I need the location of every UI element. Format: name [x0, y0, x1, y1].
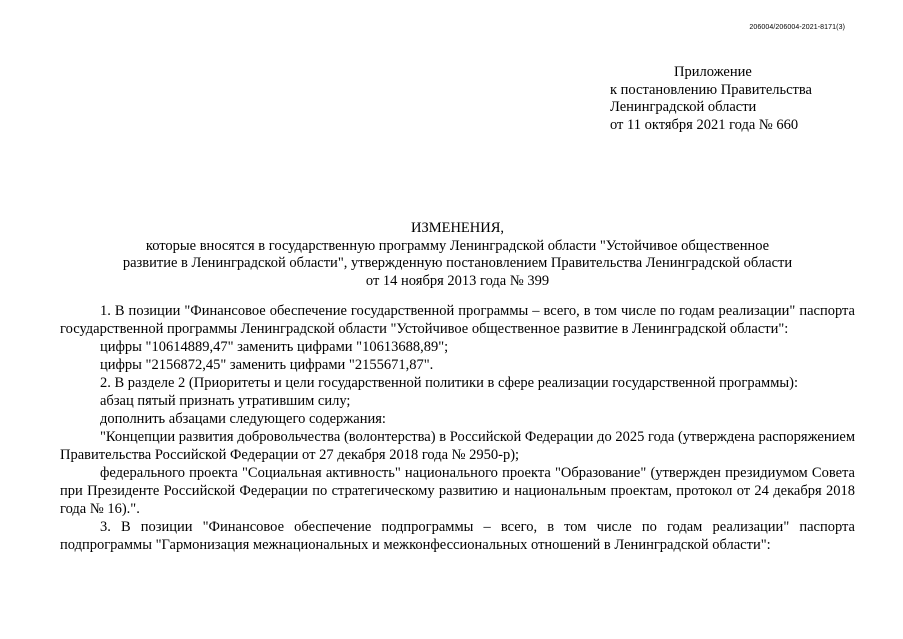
title-line-3: от 14 ноября 2013 года № 399 [365, 272, 550, 289]
paragraph-2: 2. В разделе 2 (Приоритеты и цели государственной политики в сфере реализации государственной программы): [100, 375, 799, 391]
paragraph-2-quote-1: "Концепции развития добровольчества (волонтерства) в Российской Федерации до 2025 года (утверждена распоряжением Правительства Российской Федерации от 27 декабря 2018 года № 2950-р); [60, 429, 855, 463]
paragraph-2-item-a: абзац пятый признать утратившим силу; [100, 393, 351, 409]
appendix-line-3: Ленинградской области [610, 99, 757, 115]
title-heading: ИЗМЕНЕНИЯ, [410, 220, 505, 236]
paragraph-1: 1. В позиции "Финансовое обеспечение государственной программы – всего, в том числе по годам реализации" паспорта государственной программы Ленинградской области "Устойчивое общественное развитие в Ленинградской области": [60, 303, 855, 337]
document-title [60, 220, 855, 290]
title-line-1: которые вносятся в государственную программу Ленинградской области "Устойчивое общественное [145, 237, 770, 254]
appendix-line-2: к постановлению Правительства [610, 81, 812, 98]
document-id: 206004/206004-2021-8171(3) [749, 24, 845, 31]
paragraph-2-quote-2: федерального проекта "Социальная активность" национального проекта "Образование" (утвержден президиумом Совета при Президенте Российской Федерации по стратегическому развитию и национальным проектам, протокол от 24 декабря 2018 года № 16).". [60, 465, 855, 517]
paragraph-1-item-a: цифры "10614889,47" заменить цифрами "10613688,89"; [100, 339, 449, 355]
paragraph-3: 3. В позиции "Финансовое обеспечение подпрограммы – всего, в том числе по годам реализации" паспорта подпрограммы "Гармонизация межнациональных и межконфессиональных отношений в Ленинградской области": [60, 519, 855, 553]
title-line-2: развитие в Ленинградской области", утвержденную постановлением Правительства Ленинградской области [122, 255, 793, 271]
paragraph-2-item-b: дополнить абзацами следующего содержания: [100, 411, 386, 427]
paragraph-1-item-b: цифры "2156872,45" заменить цифрами "2155671,87". [100, 357, 434, 373]
appendix-line-4: от 11 октября 2021 года № 660 [610, 116, 799, 133]
document-body [60, 302, 855, 554]
appendix-line-1: Приложение [674, 64, 752, 80]
appendix-block [610, 64, 812, 134]
